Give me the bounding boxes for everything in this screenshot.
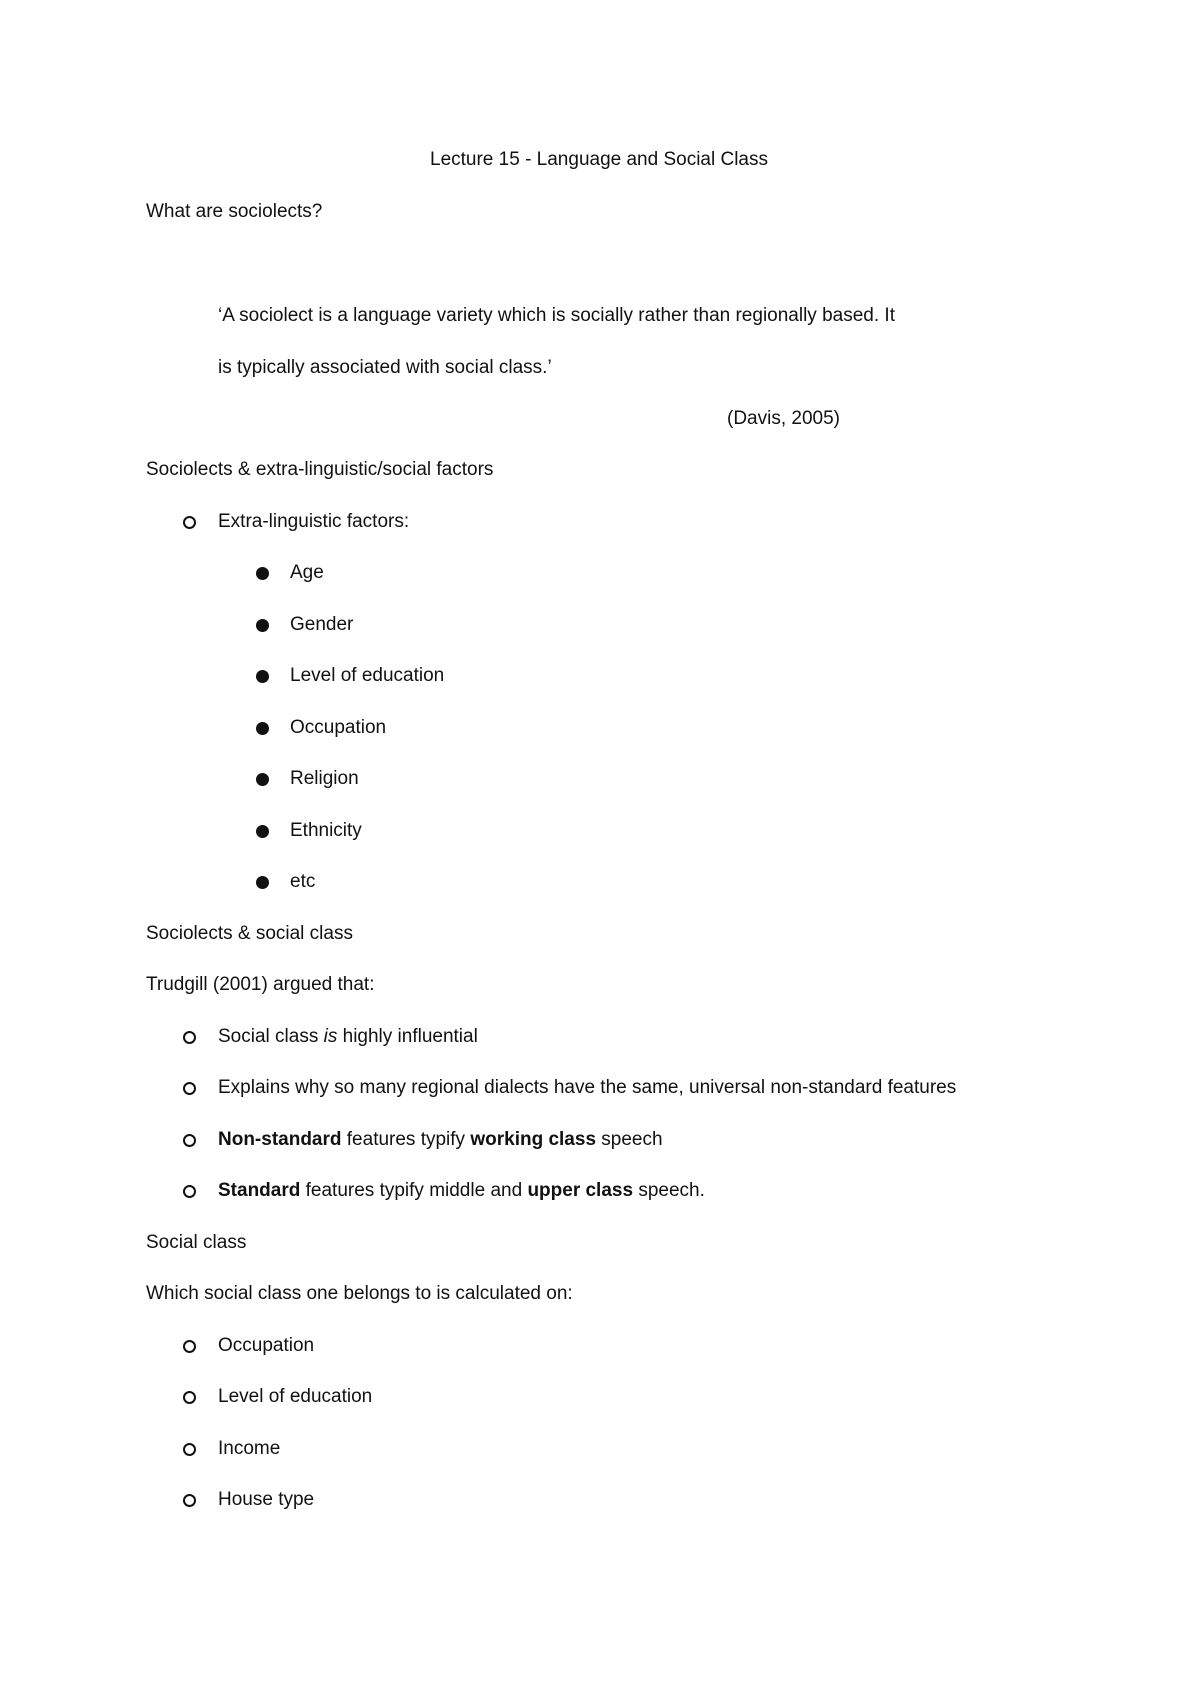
hollow-bullet-icon [183, 1185, 196, 1198]
hollow-bullet-icon [183, 516, 196, 529]
list-item-label: Ethnicity [290, 820, 362, 841]
filled-bullet-icon [256, 876, 269, 889]
quote-line-2: is typically associated with social class.’ [218, 357, 552, 378]
hollow-bullet-icon [183, 1031, 196, 1044]
list-item [183, 1437, 280, 1461]
list-item-label: Occupation [218, 1335, 315, 1356]
list-item-label: etc [290, 871, 316, 892]
list-item-label: House type [218, 1489, 315, 1510]
list-item-label: Occupation [290, 717, 387, 738]
section-heading-social: Social class [146, 1232, 247, 1253]
list-item-label: Non-standard features typify working class speech [218, 1129, 663, 1150]
section-intro: Trudgill (2001) argued that: [146, 974, 375, 995]
list-item [183, 510, 409, 534]
list-item [256, 819, 362, 843]
filled-bullet-icon [256, 825, 269, 838]
list-item [256, 664, 444, 688]
hollow-bullet-icon [183, 1082, 196, 1095]
hollow-bullet-icon [183, 1391, 196, 1404]
list-item [256, 870, 315, 894]
hollow-bullet-icon [183, 1494, 196, 1507]
quote-line-1: ‘A sociolect is a language variety which is socially rather than regionally based. It [218, 305, 895, 326]
list-item-label: Extra-linguistic factors: [218, 511, 410, 532]
list-item [183, 1488, 314, 1512]
list-item-label: Gender [290, 614, 354, 635]
list-item-label: Income [218, 1438, 281, 1459]
list-item-label: Age [290, 562, 324, 583]
list-item [183, 1076, 956, 1100]
filled-bullet-icon [256, 722, 269, 735]
question-heading: What are sociolects? [146, 201, 323, 222]
section-heading-social-class: Sociolects & social class [146, 923, 353, 944]
quote-citation: (Davis, 2005) [727, 408, 840, 429]
list-item-label: Religion [290, 768, 359, 789]
list-item [183, 1128, 663, 1152]
list-item [183, 1179, 705, 1203]
list-item-label: Level of education [218, 1386, 373, 1407]
list-item [256, 716, 386, 740]
hollow-bullet-icon [183, 1134, 196, 1147]
list-item [183, 1334, 314, 1358]
filled-bullet-icon [256, 773, 269, 786]
hollow-bullet-icon [183, 1340, 196, 1353]
list-item [183, 1385, 372, 1409]
section-heading-factors: Sociolects & extra-linguistic/social factors [146, 459, 494, 480]
list-item-label: Explains why so many regional dialects have the same, universal non-standard features [218, 1077, 957, 1098]
hollow-bullet-icon [183, 1443, 196, 1456]
filled-bullet-icon [256, 619, 269, 632]
filled-bullet-icon [256, 567, 269, 580]
list-item [256, 613, 353, 637]
list-item [183, 1025, 478, 1049]
filled-bullet-icon [256, 670, 269, 683]
list-item-label: Level of education [290, 665, 445, 686]
list-item-label: Standard features typify middle and upper class speech. [218, 1180, 705, 1201]
list-item-label: Social class is highly influential [218, 1026, 478, 1047]
section-intro: Which social class one belongs to is calculated on: [146, 1283, 573, 1304]
page-title: Lecture 15 - Language and Social Class [430, 149, 769, 170]
list-item [256, 767, 359, 791]
list-item [256, 561, 324, 585]
